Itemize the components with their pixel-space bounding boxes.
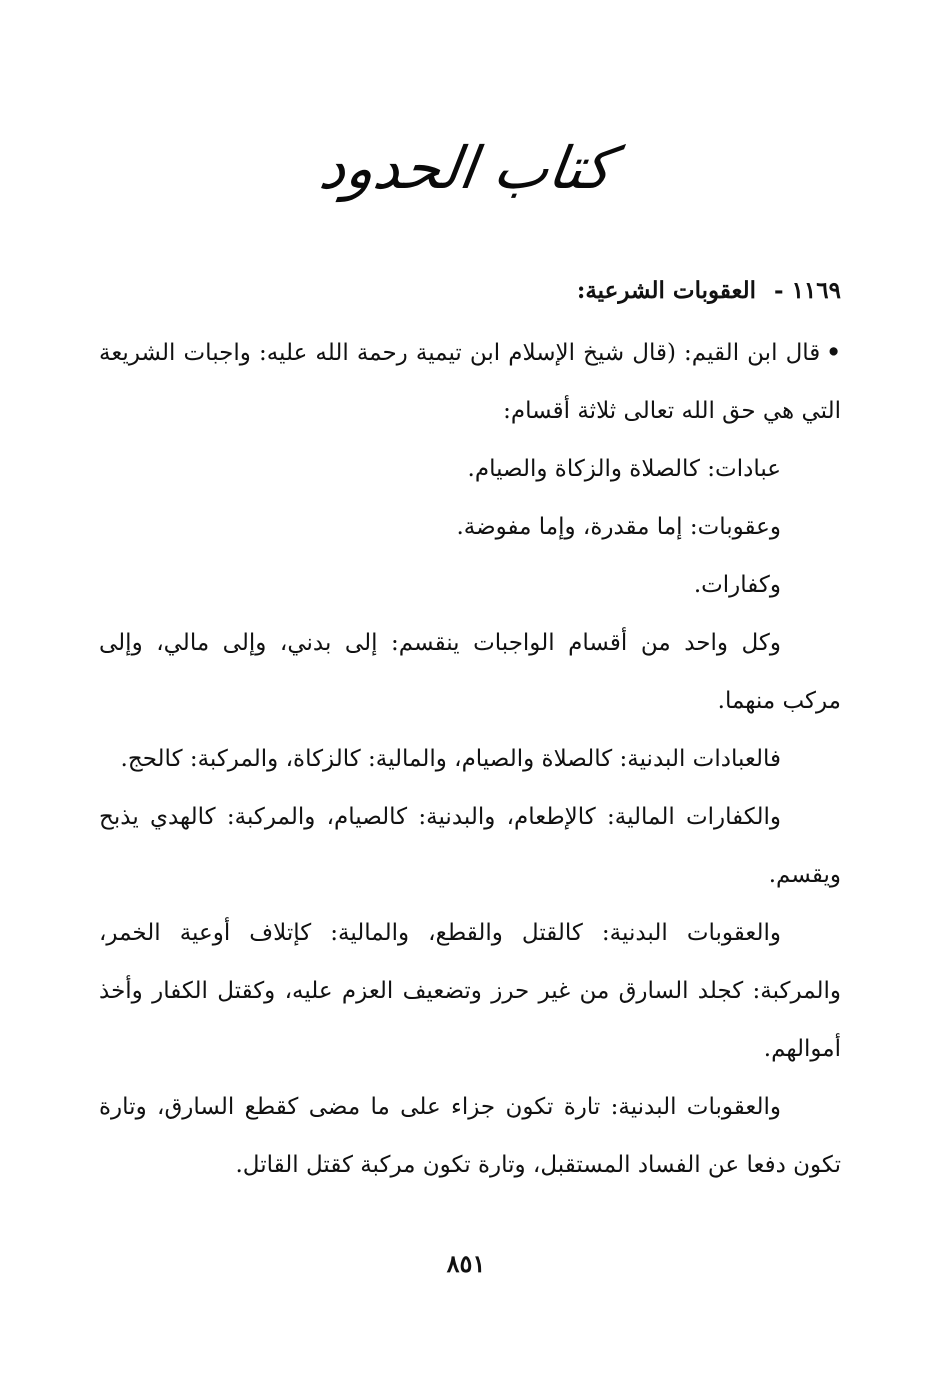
book-title: كتاب الحدود (316, 134, 618, 202)
paragraph-uqubat-purpose: والعقوبات البدنية: تارة تكون جزاء على ما مضى كقطع السارق، وتارة تكون دفعا عن الفساد المستقبل، وتارة تكون مركبة كقتل القاتل. (100, 1094, 842, 1178)
paragraph-ibadat-types: فالعبادات البدنية: كالصلاة والصيام، والمالية: كالزكاة، والمركبة: كالحج. (121, 746, 782, 772)
page-content (100, 262, 842, 1194)
section-title: العقوبات الشرعية: (577, 277, 757, 304)
section-number: ١١٦٩ - (775, 277, 842, 304)
section-heading (100, 262, 842, 320)
paragraph-kaffarat: وكفارات. (694, 572, 782, 598)
paragraph-uqubat-types: والعقوبات البدنية: كالقتل والقطع، والمالية: كإتلاف أوعية الخمر، والمركبة: كجلد السارق من غير حرز وتضعيف العزم عليه، وكقتل الكفار وأخذ أموالهم. (100, 920, 842, 1062)
paragraph-ibadat: عبادات: كالصلاة والزكاة والصيام. (468, 456, 782, 482)
intro-text: قال ابن القيم: (قال شيخ الإسلام ابن تيمية رحمة الله عليه: واجبات الشريعة التي هي حق الله تعالى ثلاثة أقسام: (100, 340, 842, 424)
page-number: ٨٥١ (447, 1249, 487, 1278)
paragraph-uqubat: وعقوبات: إما مقدرة، وإما مفوضة. (457, 514, 782, 540)
bullet-icon: • (827, 339, 842, 366)
intro-paragraph (100, 324, 842, 440)
paragraph-kaffarat-types: والكفارات المالية: كالإطعام، والبدنية: كالصيام، والمركبة: كالهدي يذبح ويقسم. (100, 804, 842, 888)
paragraph-divisions: وكل واحد من أقسام الواجبات ينقسم: إلى بدني، وإلى مالي، وإلى مركب منهما. (100, 630, 842, 714)
